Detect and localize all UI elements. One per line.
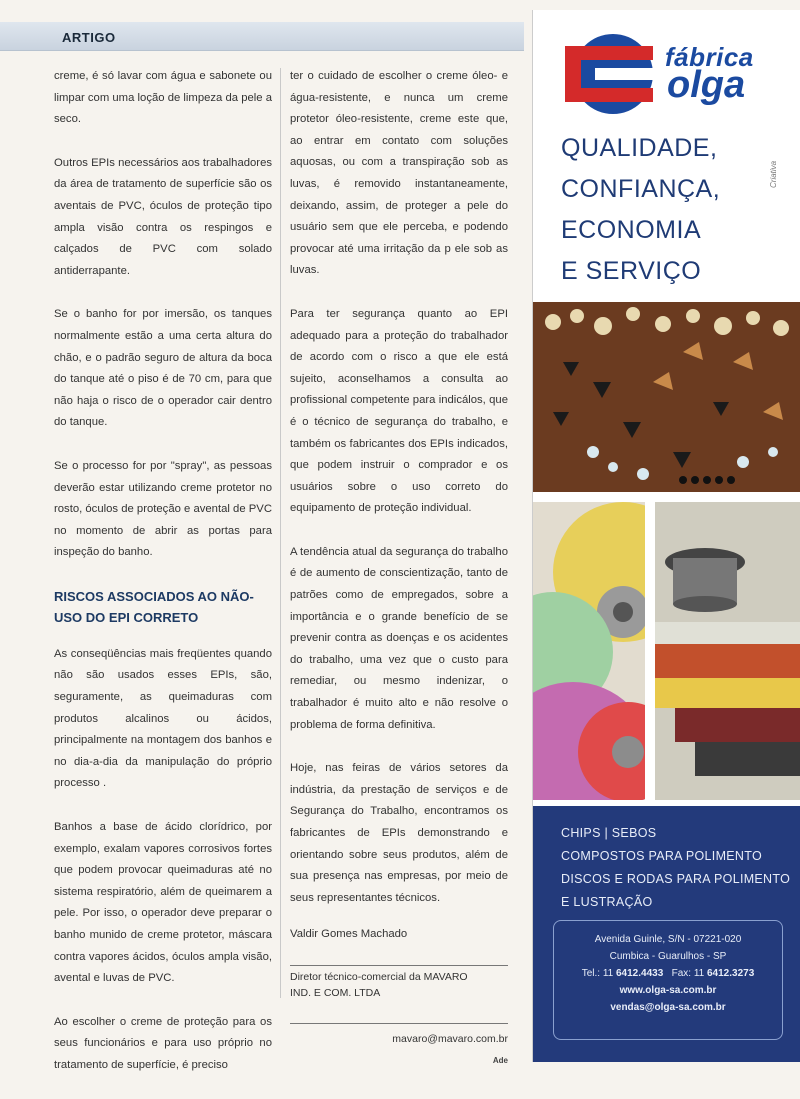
slogan-line: ECONOMIA xyxy=(561,216,702,244)
author-title-line-2: IND. E COM. LTDA xyxy=(290,987,381,1000)
contact-box xyxy=(553,920,783,1040)
phone-line xyxy=(554,965,782,982)
ad-slogan xyxy=(561,128,720,292)
author-title xyxy=(290,965,508,1001)
polishing-chips-photo xyxy=(533,302,800,492)
product-line: E LUSTRAÇÃO xyxy=(561,895,653,909)
brand-logo xyxy=(561,26,775,122)
brand-name-1: fábrica xyxy=(665,42,754,72)
author-title-line-1: Diretor técnico-comercial da MAVARO xyxy=(290,971,468,984)
paragraph: Hoje, nas feiras de vários setores da indústria, da prestação de serviços e de Segurança do Trabalho, encontramos os fabricantes de EPIs demonstrando e orientando sobre seus produtos, além de sua presença nas empresas, por meio de seus representantes técnicos. xyxy=(290,762,508,904)
fax-number: 6412.3273 xyxy=(707,968,755,979)
paragraph: A tendência atual da segurança do trabalho é de aumento de conscientização, tanto de patrões como de empregados, sobre a importância e o grande benefício de se prevenir contra as doenças e os acidentes do trabalho, uma vez que o custo para remediar, ou mesmo indenizar, o trabalhador é muito alto e não resolve o problema de forma definitiva. xyxy=(290,545,508,731)
publisher-logo: Ade xyxy=(492,1056,508,1066)
address-line-1: Avenida Guinle, S/N - 07221-020 xyxy=(594,934,742,945)
phone-number: 6412.4433 xyxy=(615,968,664,979)
author-name: Valdir Gomes Machado xyxy=(290,928,408,941)
article-column-2 xyxy=(290,66,508,1070)
product-line: COMPOSTOS PARA POLIMENTO xyxy=(561,849,762,863)
slogan-line: E SERVIÇO xyxy=(561,257,702,285)
paragraph: ter o cuidado de escolher o creme óleo- e água-resistente, e nunca um creme protetor óleo-resistente, creme este que, ao entrar em contato com soluções aquosas, ou com a transpiração sob as luvas, é removido instantaneamente, deixando, assim, de proteger a pele do usuário sem que ele perceba, e podendo provocar até uma irritação da p ele sob as luvas. xyxy=(290,70,508,277)
slogan-line: CONFIANÇA, xyxy=(561,175,721,203)
polishing-discs-photo xyxy=(533,502,645,800)
product-list xyxy=(561,822,790,914)
paragraph: creme, é só lavar com água e sabonete ou limpar com uma loção de limpeza da pele a seco. xyxy=(54,70,272,126)
author-email[interactable]: mavaro@mavaro.com.br xyxy=(290,1023,508,1048)
section-heading: RISCOS ASSOCIADOS AO NÃO-USO DO EPI CORRETO xyxy=(54,588,254,625)
author-signature xyxy=(290,925,508,1070)
slogan-line: QUALIDADE, xyxy=(561,134,718,162)
fax-label: Fax: 11 xyxy=(671,968,705,979)
paragraph: Se o processo for por "spray", as pessoas deverão estar utilizando creme protetor no rosto, óculos de proteção e avental de PVC no momento de abrir as portas para inspeção do banho. xyxy=(54,459,272,559)
paragraph: Banhos a base de ácido clorídrico, por exemplo, exalam vapores corrosivos fortes que podem provocar queimaduras até no sistema respiratório, além de queimarem a pele. Por isso, o operador deve preparar o banho munido de creme protetor, máscara contra vapores ácidos, óculos ampla visão, avental e luvas de PVC. xyxy=(54,821,272,985)
polishing-compounds-photo xyxy=(655,502,800,800)
paragraph: As conseqüências mais freqüentes quando não são usados esses EPIs, são, seguramente, as queimaduras com produtos alcalinos ou ácidos, principalmente na montagem dos banhos e no dia-a-dia da manipulação do próprio processo . xyxy=(54,647,272,790)
paragraph: Outros EPIs necessários aos trabalhadores da área de tratamento de superfície são os aventais de PVC, óculos de proteção tipo ampla visão contra os respingos e calçados de PVC com solado antiderrapante. xyxy=(54,156,272,277)
agency-credit: Criativa xyxy=(769,160,778,188)
paragraph: Se o banho for por imersão, os tanques normalmente estão a uma certa altura do chão, e o padrão seguro de altura da boca do tanque até o piso é de 70 cm, para que não haja o risco de o operador cair dentro do tanque. xyxy=(54,308,272,429)
website-link[interactable]: www.olga-sa.com.br xyxy=(619,985,717,996)
article-column-1 xyxy=(54,66,272,1099)
phone-label: Tel.: 11 xyxy=(581,968,614,979)
product-line: DISCOS E RODAS PARA POLIMENTO xyxy=(561,872,791,886)
section-label: ARTIGO xyxy=(62,30,116,45)
section-header-bar xyxy=(0,22,524,51)
email-link[interactable]: vendas@olga-sa.com.br xyxy=(610,1002,726,1013)
advertisement xyxy=(532,10,800,1062)
address-line-2: Cumbica - Guarulhos - SP xyxy=(609,951,727,962)
product-line: CHIPS | SEBOS xyxy=(561,826,657,840)
paragraph: Para ter segurança quanto ao EPI adequado para a proteção do trabalhador de acordo com o risco a que ele está sujeito, aconselhamos a consulta ao profissional competente para indicálos, que é o técnico de segurança do trabalho, e também os fabricantes dos EPIs indicados, que podem instruir o comprador e os usuários sobre o uso correto do equipamento de proteção individual. xyxy=(290,307,508,515)
brand-name-2: olga xyxy=(667,64,746,106)
column-divider xyxy=(280,68,281,998)
paragraph: Ao escolher o creme de proteção para os seus funcionários e para uso próprio no tratamento de superfície, é preciso xyxy=(54,1015,272,1071)
